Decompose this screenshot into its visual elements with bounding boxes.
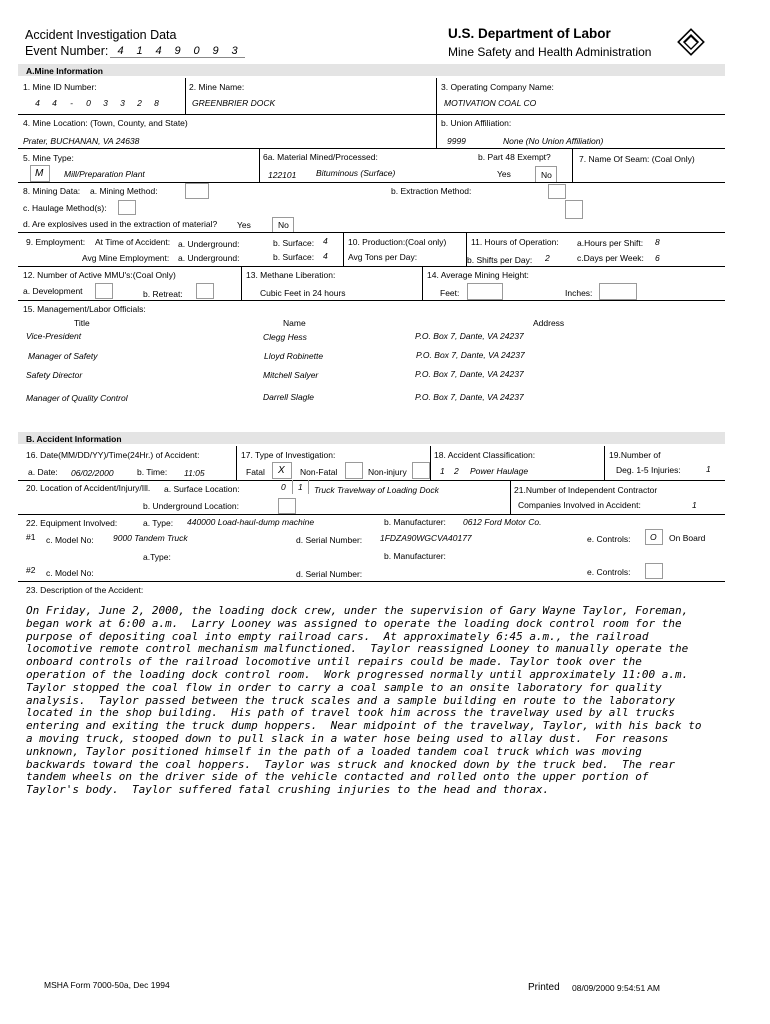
union-label: b. Union Affiliation: bbox=[441, 118, 512, 128]
mine-type-code: M bbox=[35, 168, 44, 179]
event-digit: 1 bbox=[136, 45, 143, 57]
material-name: Bituminous (Surface) bbox=[316, 168, 396, 178]
mine-name: GREENBRIER DOCK bbox=[192, 98, 276, 108]
mine-id-digits bbox=[29, 99, 165, 108]
section-b-header bbox=[18, 432, 725, 444]
mine-location: Prater, BUCHANAN, VA 24638 bbox=[23, 136, 140, 146]
official-address: P.O. Box 7, Dante, VA 24237 bbox=[415, 392, 524, 402]
explosives-no: No bbox=[278, 220, 289, 230]
part48-label: b. Part 48 Exempt? bbox=[478, 152, 551, 162]
part48-no: No bbox=[541, 170, 552, 180]
mine-id-digit: 0 bbox=[86, 98, 91, 108]
development-field[interactable] bbox=[95, 283, 113, 299]
location-label: 4. Mine Location: (Town, County, and State) bbox=[23, 118, 188, 128]
non-fatal-box[interactable] bbox=[345, 462, 363, 479]
officials-label: 15. Management/Labor Officials: bbox=[23, 304, 146, 314]
mmu-label: 12. Number of Active MMU's:(Coal Only) bbox=[23, 270, 176, 280]
mining-data-label: 8. Mining Data: bbox=[23, 186, 81, 196]
days-label: c.Days per Week: bbox=[577, 253, 644, 263]
underground-avg-label: a. Underground: bbox=[178, 253, 240, 263]
operator-name: MOTIVATION COAL CO bbox=[444, 98, 537, 108]
surface-at-time-label: b. Surface: bbox=[273, 238, 315, 248]
fatal-label: Fatal bbox=[246, 467, 265, 477]
surface-location: Truck Travelway of Loading Dock bbox=[314, 485, 439, 495]
surface-avg-label: b. Surface: bbox=[273, 252, 315, 262]
officials-address-header: Address bbox=[533, 318, 565, 328]
employment-label: 9. Employment: bbox=[26, 237, 86, 247]
official-title: Vice-President bbox=[26, 331, 82, 341]
official-address: P.O. Box 7, Dante, VA 24237 bbox=[416, 350, 525, 360]
explosives-label: d. Are explosives used in the extraction of material? bbox=[23, 219, 218, 229]
mine-id-digit: 8 bbox=[154, 98, 159, 108]
eq2-manufacturer-label: b. Manufacturer: bbox=[384, 551, 446, 561]
event-digit: 9 bbox=[174, 45, 181, 57]
officials-name-header: Name bbox=[283, 318, 306, 328]
surface-at-time: 4 bbox=[323, 236, 328, 246]
underground-location-label: b. Underground Location: bbox=[143, 501, 239, 511]
methane-label: 13. Methane Liberation: bbox=[246, 270, 336, 280]
printed-timestamp: 08/09/2000 9:54:51 AM bbox=[572, 983, 660, 993]
eq1-serial-label: d. Serial Number: bbox=[296, 535, 363, 545]
eq1-controls-label: e. Controls: bbox=[587, 534, 631, 544]
number-of-label: 19.Number of bbox=[609, 450, 661, 460]
event-digit: 4 bbox=[155, 45, 162, 57]
at-time-label: At Time of Accident: bbox=[95, 237, 171, 247]
loc-code-2: 1 bbox=[298, 482, 303, 492]
inches-field[interactable] bbox=[599, 283, 637, 300]
event-digit: 0 bbox=[193, 45, 200, 57]
hours-per-shift-label: a.Hours per Shift: bbox=[577, 238, 644, 248]
mine-type-code-box bbox=[30, 165, 50, 182]
retreat-label: b. Retreat: bbox=[143, 289, 183, 299]
underground-at-time-label: a. Underground: bbox=[178, 239, 240, 249]
injuries-count: 1 bbox=[706, 464, 711, 474]
union-code: 9999 bbox=[447, 136, 466, 146]
accident-time: 11:05 bbox=[184, 468, 205, 478]
feet-field[interactable] bbox=[467, 283, 503, 300]
official-address: P.O. Box 7, Dante, VA 24237 bbox=[415, 331, 524, 341]
operator-label: 3. Operating Company Name: bbox=[441, 82, 554, 92]
mine-id-digit: 2 bbox=[137, 98, 142, 108]
avg-tons-label: Avg Tons per Day: bbox=[348, 252, 418, 262]
seam-label: 7. Name Of Seam: (Coal Only) bbox=[579, 154, 695, 164]
date-label: 16. Date(MM/DD/YY)/Time(24Hr.) of Accident: bbox=[26, 450, 200, 460]
shifts-label: b. Shifts per Day: bbox=[467, 255, 533, 265]
non-injury-box[interactable] bbox=[412, 462, 430, 479]
section-a-header bbox=[18, 64, 725, 76]
eq1-type: 440000 Load-haul-dump machine bbox=[187, 517, 315, 527]
loc-code-1: 0 bbox=[281, 482, 286, 492]
eq1-controls: On Board bbox=[669, 533, 706, 543]
investigation-label: 17. Type of Investigation: bbox=[241, 450, 336, 460]
production-label: 10. Production:(Coal only) bbox=[348, 237, 447, 247]
msha-seal-icon bbox=[676, 27, 706, 57]
event-digit: 3 bbox=[231, 45, 238, 57]
eq2-type-label: a.Type: bbox=[143, 552, 171, 562]
injuries-label: Deg. 1-5 Injuries: bbox=[616, 465, 681, 475]
eq2-serial-label: d. Serial Number: bbox=[296, 569, 363, 579]
official-name: Mitchell Salyer bbox=[263, 370, 319, 380]
official-name: Clegg Hess bbox=[263, 332, 307, 342]
eq1-model: 9000 Tandem Truck bbox=[113, 533, 188, 543]
feet-label: Feet: bbox=[440, 288, 460, 298]
eq2-controls-label: e. Controls: bbox=[587, 567, 631, 577]
mine-id-digit: 3 bbox=[103, 98, 108, 108]
explosives-yes[interactable]: Yes bbox=[237, 220, 251, 230]
haulage-field[interactable] bbox=[118, 200, 136, 215]
official-title: Manager of Safety bbox=[28, 351, 98, 361]
inches-label: Inches: bbox=[565, 288, 593, 298]
subagency-name: Mine Safety and Health Administration bbox=[448, 45, 652, 59]
eq2-model-label: c. Model No: bbox=[46, 568, 94, 578]
description-label: 23. Description of the Accident: bbox=[26, 585, 144, 595]
form-title: Accident Investigation Data bbox=[25, 28, 177, 42]
avg-employment-label: Avg Mine Employment: bbox=[82, 253, 170, 263]
non-fatal-label: Non-Fatal bbox=[300, 467, 338, 477]
official-title: Manager of Quality Control bbox=[26, 393, 128, 403]
surface-avg: 4 bbox=[323, 251, 328, 261]
official-name: Darrell Slagle bbox=[263, 392, 315, 402]
agency-name: U.S. Department of Labor bbox=[448, 26, 611, 41]
eq1-manufacturer: 0612 Ford Motor Co. bbox=[463, 517, 542, 527]
eq1-type-label: a. Type: bbox=[143, 518, 174, 528]
class-code-1: 1 bbox=[440, 466, 445, 476]
explosives-no-box[interactable] bbox=[272, 217, 294, 233]
material-label: 6a. Material Mined/Processed: bbox=[263, 152, 378, 162]
fatal-box[interactable] bbox=[272, 462, 292, 479]
accident-location-label: 20. Location of Accident/Injury/Ill. bbox=[26, 483, 151, 493]
fatal-mark[interactable]: X bbox=[278, 465, 285, 476]
officials-title-header: Title bbox=[74, 318, 90, 328]
retreat-field[interactable] bbox=[196, 283, 214, 299]
eq1-model-label: c. Model No: bbox=[46, 535, 94, 545]
material-code: 122101 bbox=[268, 170, 297, 180]
union-name: None (No Union Affiliation) bbox=[503, 136, 604, 146]
development-label: a. Development bbox=[23, 286, 83, 296]
mine-id-label: 1. Mine ID Number: bbox=[23, 82, 97, 92]
printed-label: Printed bbox=[528, 982, 560, 993]
mine-type-label: 5. Mine Type: bbox=[23, 153, 74, 163]
haulage-extra-field[interactable] bbox=[565, 200, 583, 219]
accident-description: On Friday, June 2, 2000, the loading dock crew, under the supervision of Gary Wayne Taylor, Foreman, began work at 6:00 a.m. Larry Looney was assigned to operate the loading dock control room for the purpose of depositing coal into empty railroad cars. At approximately 6:45 a.m., the railroad locomotive remote control mechanism malfunctioned. Taylor reassigned Looney to manually operate the onboard controls of the railroad locomotive until repairs could be made. Taylor took over the operation of the loading dock control room. Work progressed normally until approximately 11:00 a.m. Taylor stopped the coal flow in order to carry a coal sample to an onsite laboratory for quality analysis. Taylor passed between the truck scales and a sample building en route to the laboratory located in the shop building. His path of travel took him across the travelway used by all trucks entering and exiting the truck dump hoppers. Near midpoint of the travelway, Taylor, with his back to a moving truck, stooped down to pull slack in a water hose being used to allay dust. For reasons unknown, Taylor positioned himself in the path of a loaded tandem coal truck which was moving backwards toward the coal hoppers. Taylor was struck and knocked down by the truck bed. The rear tandem wheels on the driver side of the vehicle contacted and rolled onto the upper portion of Taylor's body. Taylor suffered fatal crushing injuries to the head and thorax. bbox=[26, 604, 702, 797]
section-a-title: A.Mine Information bbox=[26, 66, 103, 76]
event-number-digits bbox=[111, 46, 244, 57]
eq2-controls-code-box[interactable] bbox=[645, 563, 663, 579]
methane-unit: Cubic Feet in 24 hours bbox=[260, 288, 346, 298]
eq1-controls-code-box[interactable] bbox=[645, 529, 663, 545]
eq1-number: #1 bbox=[26, 532, 36, 542]
surface-location-label: a. Surface Location: bbox=[164, 484, 240, 494]
form-id: MSHA Form 7000-50a, Dec 1994 bbox=[44, 980, 170, 990]
eq1-controls-code: O bbox=[650, 532, 657, 542]
mining-method-label: a. Mining Method: bbox=[90, 186, 158, 196]
part48-no-box[interactable] bbox=[535, 166, 557, 183]
eq2-number: #2 bbox=[26, 565, 36, 575]
event-number-label: Event Number: bbox=[25, 44, 109, 58]
part48-yes[interactable]: Yes bbox=[497, 169, 511, 179]
haulage-label: c. Haulage Method(s): bbox=[23, 203, 107, 213]
classification: Power Haulage bbox=[470, 466, 529, 476]
mine-id-digit: 3 bbox=[120, 98, 125, 108]
class-code-2: 2 bbox=[454, 466, 459, 476]
days-per-week: 6 bbox=[655, 253, 660, 263]
b-time-label: b. Time: bbox=[137, 467, 168, 477]
non-injury-label: Non-injury bbox=[368, 467, 407, 477]
eq1-serial: 1FDZA90WGCVA40177 bbox=[380, 533, 472, 543]
eq1-manufacturer-label: b. Manufacturer: bbox=[384, 517, 446, 527]
official-name: Lloyd Robinette bbox=[264, 351, 324, 361]
underground-location-field[interactable] bbox=[278, 498, 296, 514]
event-digit: 4 bbox=[117, 45, 124, 57]
equipment-label: 22. Equipment Involved: bbox=[26, 518, 118, 528]
contractor-label: 21.Number of Independent Contractor bbox=[514, 485, 658, 495]
hours-label: 11. Hours of Operation: bbox=[471, 237, 559, 247]
classification-label: 18. Accident Classification: bbox=[434, 450, 536, 460]
height-label: 14. Average Mining Height: bbox=[427, 270, 529, 280]
mine-id-digit: 4 bbox=[35, 98, 40, 108]
extraction-field[interactable] bbox=[548, 184, 566, 199]
extraction-label: b. Extraction Method: bbox=[391, 186, 472, 196]
hours-per-shift: 8 bbox=[655, 237, 660, 247]
contractor-label-2: Companies Involved in Accident: bbox=[518, 500, 641, 510]
event-digit: 9 bbox=[212, 45, 219, 57]
shifts-per-day: 2 bbox=[545, 253, 550, 263]
mine-id-digit: 4 bbox=[52, 98, 57, 108]
official-address: P.O. Box 7, Dante, VA 24237 bbox=[415, 369, 524, 379]
contractor-count: 1 bbox=[692, 500, 697, 510]
accident-date: 06/02/2000 bbox=[71, 468, 114, 478]
mining-method-field[interactable] bbox=[185, 183, 209, 199]
mine-name-label: 2. Mine Name: bbox=[189, 82, 245, 92]
section-b-title: B. Accident Information bbox=[26, 434, 122, 444]
a-date-label: a. Date: bbox=[28, 467, 58, 477]
official-title: Safety Director bbox=[26, 370, 83, 380]
mine-type: Mill/Preparation Plant bbox=[64, 169, 145, 179]
mine-id-digit: - bbox=[70, 98, 73, 108]
